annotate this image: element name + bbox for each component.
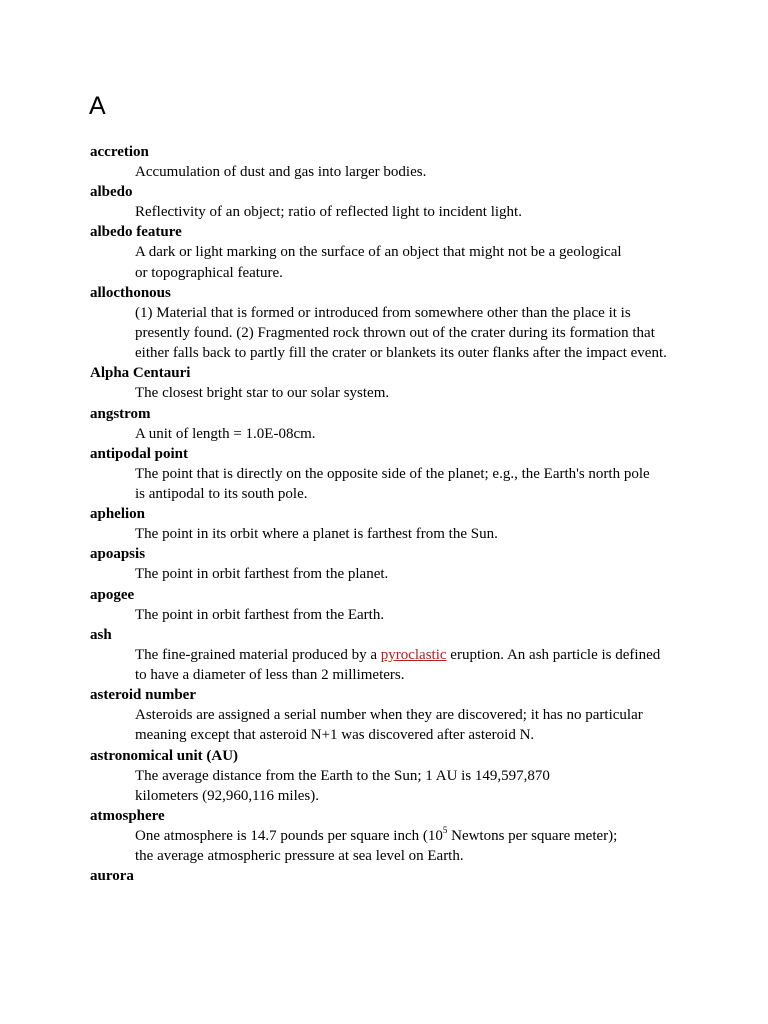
- glossary-term: ash: [90, 626, 112, 643]
- glossary-definition: Asteroids are assigned a serial number when they are discovered; it has no particular meaning except that asteroid N+1 was discovered after asteroid N.: [135, 707, 643, 744]
- glossary-definition: The point in orbit farthest from the planet.: [135, 566, 389, 583]
- exponent-superscript: 5: [442, 825, 448, 836]
- glossary-definition: The closest bright star to our solar system.: [135, 385, 390, 402]
- definition-text: One atmosphere is 14.7 pounds per square inch (10: [135, 828, 443, 845]
- glossary-term: asteroid number: [90, 687, 196, 704]
- glossary-entry: [90, 504, 690, 544]
- glossary-entry: [90, 746, 690, 806]
- glossary-entry: [90, 283, 690, 364]
- glossary-entry: [90, 625, 690, 685]
- section-letter-heading: A: [89, 92, 106, 120]
- glossary-entry: [90, 685, 690, 745]
- glossary-term: Alpha Centauri: [90, 365, 191, 382]
- glossary-definition: [135, 645, 665, 685]
- glossary-entry: [90, 182, 690, 222]
- glossary-entry: [90, 866, 690, 886]
- glossary-term: apoapsis: [90, 546, 146, 563]
- glossary-definition: A unit of length = 1.0E-08cm.: [135, 425, 316, 442]
- glossary-definition: The point in orbit farthest from the Earth.: [135, 606, 385, 623]
- glossary-definition: A dark or light marking on the surface of an object that might not be a geological or topographical feature.: [135, 244, 622, 281]
- glossary-entry: [90, 806, 690, 866]
- glossary-definition: The point that is directly on the opposite side of the planet; e.g., the Earth's north pole is antipodal to its south pole.: [135, 465, 650, 503]
- glossary-term: atmosphere: [90, 808, 165, 825]
- glossary-entry: [90, 142, 690, 182]
- glossary-definition: The point in its orbit where a planet is farthest from the Sun.: [135, 526, 498, 543]
- glossary-entry: [90, 585, 690, 625]
- glossary-term: astronomical unit (AU): [90, 747, 239, 764]
- glossary-term: apogee: [90, 586, 135, 603]
- glossary-term: antipodal point: [90, 445, 188, 462]
- glossary-entry: [90, 404, 690, 444]
- pyroclastic-link[interactable]: pyroclastic: [380, 646, 447, 663]
- glossary-term: allocthonous: [90, 284, 171, 301]
- definition-text: eruption. An ash particle is defined to have a diameter of less than 2 millimeters.: [135, 646, 661, 684]
- glossary-entry: [90, 544, 690, 584]
- glossary-term: aphelion: [90, 506, 146, 523]
- glossary-entry: [90, 444, 690, 504]
- glossary-term: accretion: [90, 144, 149, 160]
- definition-text: The fine-grained material produced by a: [135, 646, 381, 663]
- glossary-definition: Reflectivity of an object; ratio of reflected light to incident light.: [135, 204, 522, 221]
- glossary-term: angstrom: [90, 405, 151, 422]
- glossary-term: albedo feature: [90, 224, 182, 241]
- glossary-page: [90, 88, 690, 886]
- glossary-term: albedo: [90, 184, 133, 201]
- definition-text: Newtons per square meter); the average atmospheric pressure at sea level on Earth.: [135, 828, 618, 865]
- glossary-entry: [90, 222, 690, 282]
- glossary-term: aurora: [90, 868, 134, 885]
- glossary-definition: (1) Material that is formed or introduced from somewhere other than the place it is presently found. (2) Fragmented rock thrown out of the crater during its formation that either falls back to partly fill the crater or blankets its outer flanks after the impact event.: [135, 304, 667, 362]
- glossary-entry: [90, 363, 690, 403]
- glossary-definition: Accumulation of dust and gas into larger bodies.: [135, 164, 427, 180]
- glossary-definition: [135, 826, 635, 866]
- glossary-definition: The average distance from the Earth to the Sun; 1 AU is 149,597,870 kilometers (92,960,116 miles).: [135, 767, 550, 804]
